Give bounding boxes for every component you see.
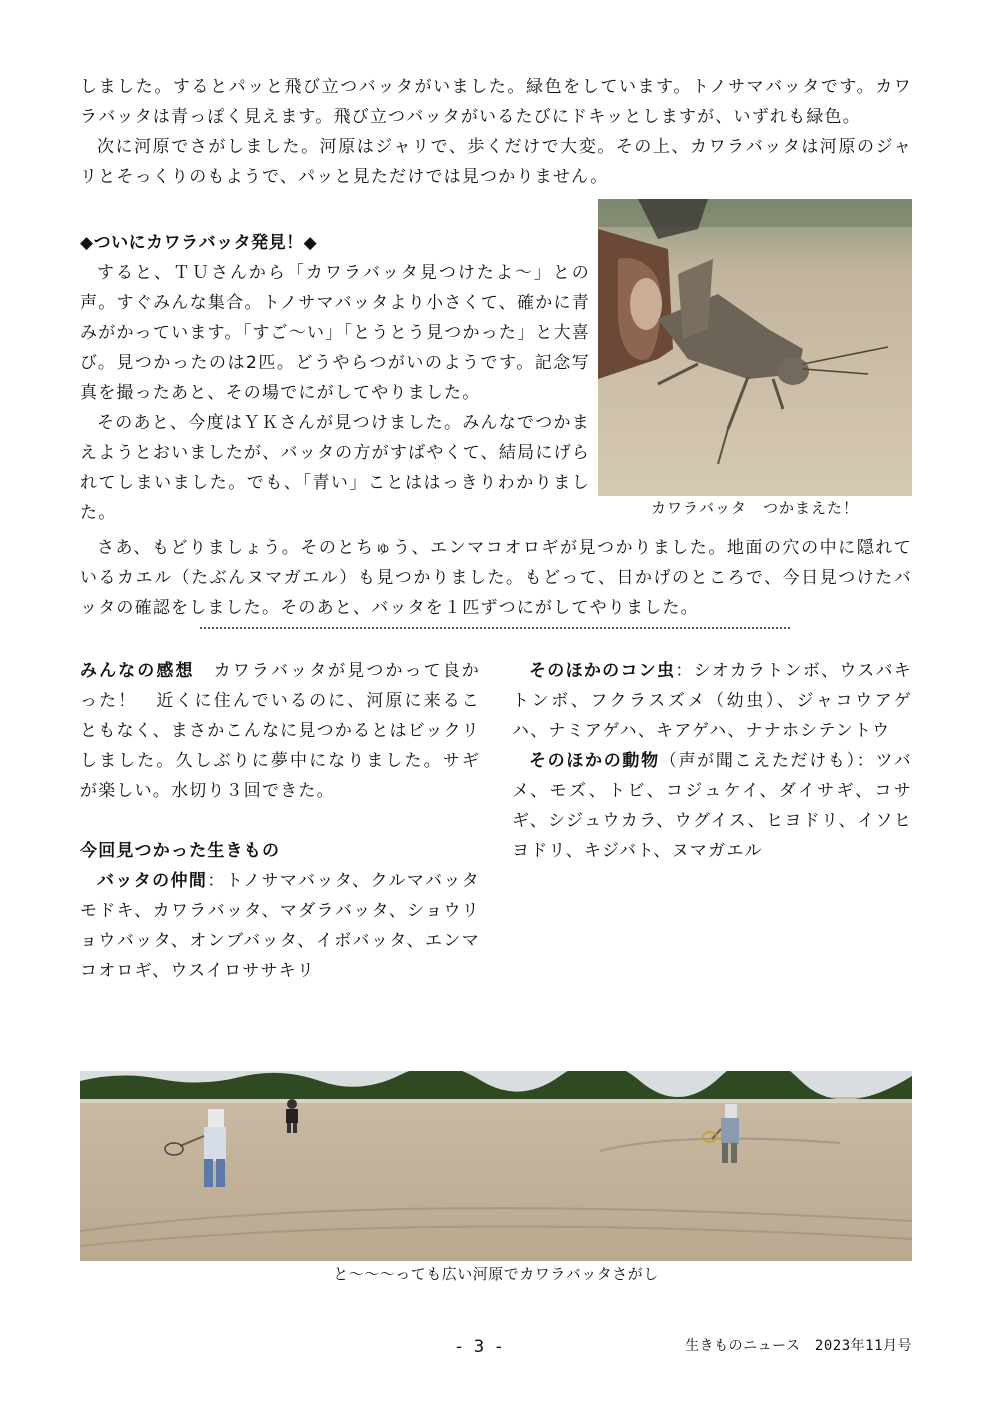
dotted-divider xyxy=(200,627,790,629)
animals-list xyxy=(512,746,912,866)
return-paragraph: さあ、もどりましょう。そのとちゅう、エンマコオロギが見つかりました。地面の穴の中に隠れているカエル（たぶんヌマガエル）も見つかりました。もどって、日かげのところで、今日見つけたバッタの確認をしました。そのあと、バッタを１匹ずつにがしてやりました。 xyxy=(80,538,912,618)
left-column xyxy=(80,656,480,986)
found-section xyxy=(80,228,590,528)
grasshopper-list-items: ：トノサマバッタ、クルマバッタモドキ、カワラバッタ、マダラバッタ、ショウリョウバッタ、オンブバッタ、イボバッタ、エンマコオロギ、ウスイロササキリ xyxy=(80,871,481,981)
grasshopper-list-label: バッタの仲間 xyxy=(97,871,208,891)
insects-list-items: ：シオカラトンボ、ウスバキトンボ、フクラスズメ（幼虫）、ジャコウアゲハ、ナミアゲハ、キアゲハ、ナナホシテントウ xyxy=(512,661,912,741)
found-paragraph-2: そのあと、今度はＹＫさんが見つけました。みんなでつかまえようとおいましたが、バッタの方がすばやくて、結局にげられてしまいました。でも、「青い」ことははっきりわかりました。 xyxy=(80,413,590,523)
animals-list-items: （声が聞こえただけも）：ツバメ、モズ、トビ、コジュケイ、ダイサギ、コサギ、シジュウカラ、ウグイス、ヒヨドリ、イソヒヨドリ、キジバト、ヌマガエル xyxy=(512,751,912,861)
impressions-text: カワラバッタが見つかって良かった！ 近くに住んでいるのに、河原に来ることもなく、まさかこんなに見つかるとはビックリしました。久しぶりに夢中になりました。サギが楽しい。水切り３回できた。 xyxy=(80,661,480,801)
newsletter-footer: 生きものニュース 2023年11月号 xyxy=(685,1338,912,1354)
intro-section xyxy=(80,72,912,192)
animals-list-label: そのほかの動物 xyxy=(529,751,660,771)
insects-list-label: そのほかのコン虫 xyxy=(529,661,676,681)
riverbed-photo xyxy=(80,1071,912,1261)
grasshopper-photo xyxy=(598,199,912,496)
page-number: - 3 - xyxy=(456,1337,505,1357)
impressions-label: みんなの感想 xyxy=(80,661,195,681)
found-paragraph-1: すると、ＴＵさんから「カワラバッタ見つけたよ〜」との声。すぐみんな集合。トノサマバッタより小さくて、確かに青みがかっています。「すご〜い」「とうとう見つかった」と大喜び。見つかったのは2匹。どうやらつがいのようです。記念写真を撮ったあと、その場でにがしてやりました。 xyxy=(80,263,590,403)
impressions-paragraph xyxy=(80,656,480,806)
found-list-heading: 今回見つかった生きもの xyxy=(80,841,281,861)
section-heading: ◆ついにカワラバッタ発見！◆ xyxy=(80,233,318,253)
photo-caption: と〜〜〜っても広い河原でカワラバッタさがし xyxy=(333,1265,659,1283)
intro-paragraph-1: しました。するとパッと飛び立つバッタがいました。緑色をしています。トノサマバッタです。カワラバッタは青っぽく見えます。飛び立つバッタがいるたびにドキッとしますが、いずれも緑色。 xyxy=(80,77,912,127)
intro-paragraph-2: 次に河原でさがしました。河原はジャリで、歩くだけで大変。その上、カワラバッタは河原のジャリとそっくりのもようで、パッと見ただけでは見つかりません。 xyxy=(80,137,912,187)
insects-list xyxy=(512,656,912,746)
grasshopper-list xyxy=(80,866,480,986)
right-column xyxy=(512,656,912,866)
photo-caption: カワラバッタ つかまえた！ xyxy=(650,499,859,517)
